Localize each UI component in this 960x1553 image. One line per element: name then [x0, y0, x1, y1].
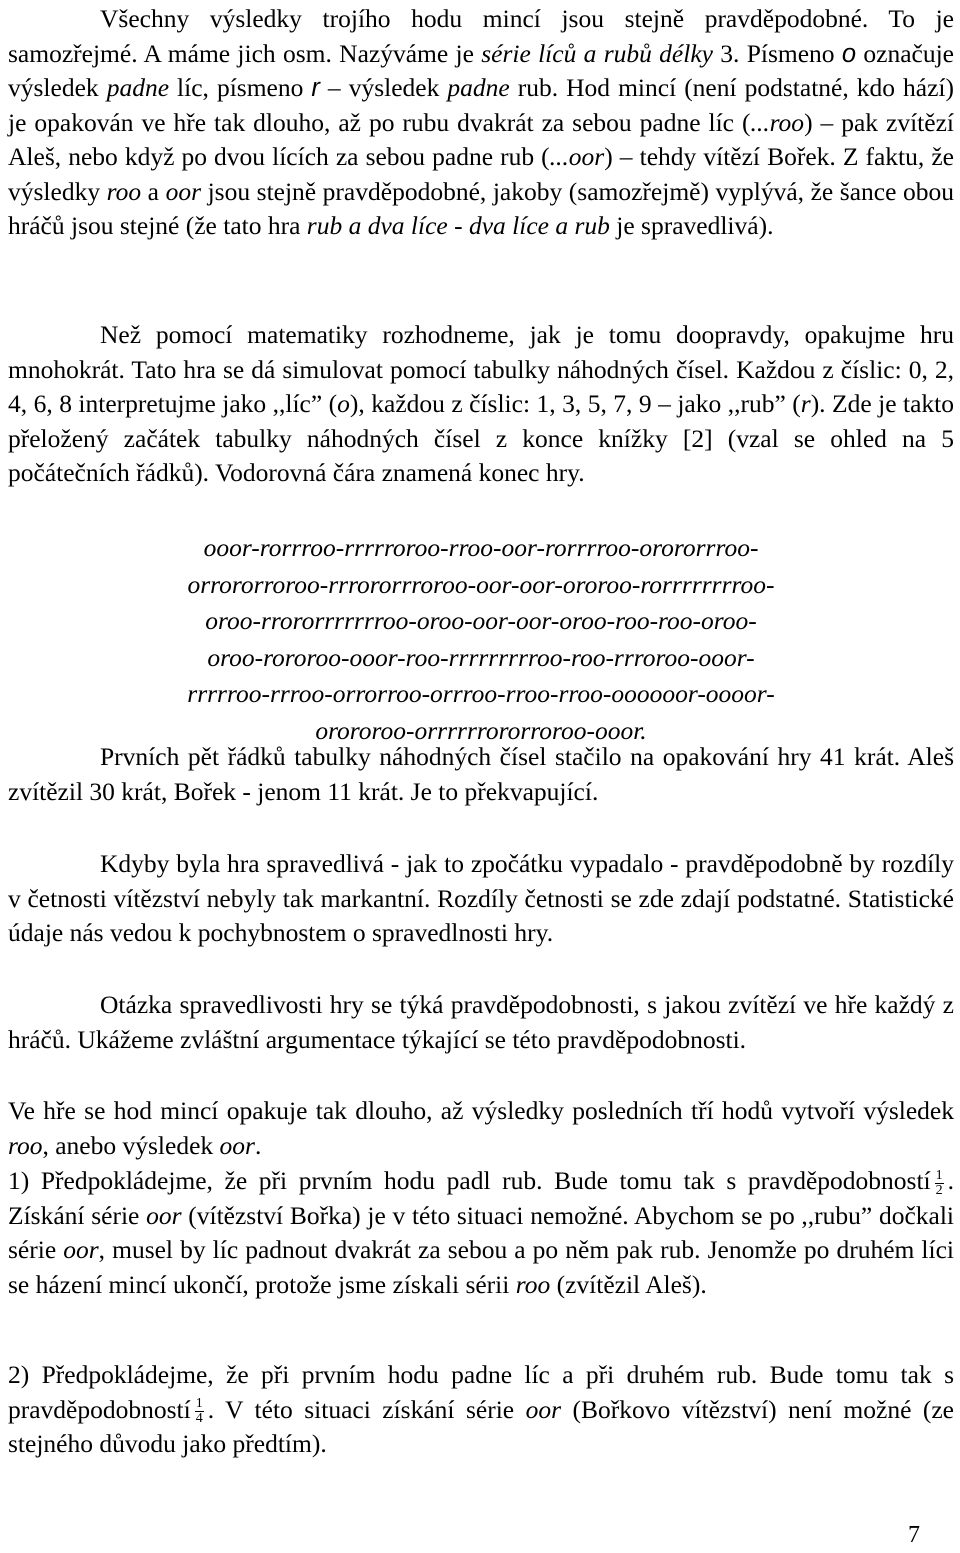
fraction-one-half	[935, 1169, 944, 1198]
text: Ve hře se hod mincí opakuje tak dlouho, až výsledky posledních tří hodů vytvoří výsledek	[8, 1096, 954, 1125]
text: ) – pak zvítězí Aleš, nebo když po dvou lících za sebou padne rub (	[8, 107, 954, 171]
italic-term: oor	[146, 1200, 182, 1230]
paragraph-case-2	[8, 1358, 954, 1462]
paragraph-coin-series	[8, 2, 954, 244]
text: Než pomocí matematiky rozhodneme, jak je tomu doopravdy, opakujme hru mnohokrát. Tato hra se dá simulovat pomocí tabulky náhodných čísel. Každou z číslic: 0, 2, 4, 6, 8 interpretujme jako ,,líc” (	[8, 320, 954, 418]
fraction-denominator: 4	[195, 1411, 203, 1427]
sequence-line: oroo-rororoo-ooor-roo-rrrrrrrrroo-roo-rrroroo-ooor-	[207, 642, 755, 672]
sequence-line: ooor-rorrroo-rrrrroroo-rroo-oor-rorrrroo-orororrroo-	[203, 533, 759, 562]
italic-term: oor	[525, 1394, 562, 1424]
text: .	[254, 1130, 262, 1160]
paragraph-fairness: Kdyby byla hra spravedlivá - jak to zpočátku vypadalo - pravděpodobně by rozdíly v četnosti vítězství nebyly tak markantní. Rozdíly četnosti se zde zdají podstatné. Statistické údaje nás vedou k pochybnostem o spravedlnosti hry.	[8, 849, 954, 947]
coin-sequence-block	[8, 530, 954, 749]
italic-term: rub a dva líce - dva líce a rub	[306, 211, 610, 240]
text: ), každou z číslic: 1, 3, 5, 7, 9 – jako ,,rub” (	[349, 389, 801, 418]
fraction-one-quarter	[195, 1397, 204, 1426]
paragraph-game-rule	[8, 1094, 954, 1163]
italic-term: r	[311, 74, 320, 102]
text: je spravedlivá).	[609, 211, 774, 240]
paragraph-probability-question: Otázka spravedlivosti hry se týká pravděpodobnosti, s jakou zvítězí ve hře každý z hráčů. Ukážeme zvláštní argumentace týkající se této pravděpodobnosti.	[8, 990, 954, 1054]
text: – výsledek	[319, 73, 448, 102]
text: 2) Předpokládejme, že při prvním hodu padne líc a při druhém rub. Bude tomu tak s pravděpodobností	[8, 1360, 954, 1424]
italic-term: oor	[63, 1235, 99, 1264]
italic-term: oor	[219, 1130, 255, 1160]
text: rub. Hod mincí (není podstatné, kdo hází) je opakován ve hře tak dlouho, až po rubu dvakrát za sebou padne líc (	[8, 73, 954, 137]
italic-term: o	[337, 389, 350, 418]
text: líc, písmeno	[169, 73, 312, 102]
italic-term: roo	[8, 1130, 43, 1160]
italic-term: ...roo	[750, 107, 805, 137]
text: 1) Předpokládejme, že při prvním hodu padl rub. Bude tomu tak s pravděpodobností	[8, 1166, 931, 1195]
sequence-line: oroo-rrororrrrrrroo-oroo-oor-oor-oroo-roo-roo-oroo-	[205, 606, 757, 635]
paragraph-simulation	[8, 318, 954, 491]
paragraph-case-1	[8, 1164, 954, 1302]
text: ). Zde je takto přeložený začátek tabulky náhodných čísel z konce knížky [2] (vzal se ohled na 5 počátečních řádků). Vodorovná čára znamená konec hry.	[8, 389, 955, 487]
text: . V této situaci získání série	[207, 1394, 526, 1424]
text: (Bořkovo vítězství) není možné (ze stejného důvodu jako předtím).	[8, 1394, 954, 1458]
text: (vítězství Bořka) je v této situaci nemožné. Abychom se po ,,rubu” dočkali série	[8, 1200, 955, 1264]
text: ) – tehdy vítězí Bořek. Z faktu, že výsledky	[8, 142, 954, 206]
italic-term: série líců a rubů délky	[481, 38, 713, 68]
page-number: 7	[908, 1522, 920, 1548]
fraction-numerator: 1	[195, 1396, 203, 1412]
text: Všechny výsledky trojího hodu mincí jsou stejně pravděpodobné. To je samozřejmé. A máme jich osm. Nazýváme je	[8, 4, 954, 68]
text: označuje výsledek	[8, 38, 954, 102]
fraction-denominator: 2	[935, 1182, 943, 1198]
text: , anebo výsledek	[42, 1130, 220, 1160]
italic-term: ...oor	[549, 142, 605, 171]
italic-term: r	[800, 389, 811, 418]
paragraph-results: Prvních pět řádků tabulky náhodných čísel stačilo na opakování hry 41 krát. Aleš zvítězil 30 krát, Bořek - jenom 11 krát. Je to překvapující.	[8, 742, 954, 806]
text: (zvítězil Aleš).	[550, 1269, 707, 1299]
italic-term: o	[841, 39, 857, 68]
sequence-line: rrrrroo-rrroo-orrorroo-orrroo-rroo-rroo-oooooor-oooor-	[187, 679, 775, 708]
italic-term: padne	[106, 73, 170, 102]
text: jsou stejně pravděpodobné, jakoby (samozřejmě) vyplývá, že šance obou hráčů jsou stejné (že tato hra	[8, 176, 954, 240]
sequence-line: orrororroroo-rrrororrroroo-oor-oor-ororoo-rorrrrrrrroo-	[187, 569, 775, 599]
italic-term: oor	[165, 176, 202, 206]
text: 3. Písmeno	[712, 38, 842, 68]
text: . Získání série	[8, 1166, 954, 1230]
italic-term: padne	[447, 73, 510, 102]
sequence-line: orororoo-orrrrrrororroroo-ooor.	[315, 715, 647, 745]
text: a	[141, 176, 166, 206]
italic-term: roo	[515, 1269, 551, 1299]
italic-term: roo	[106, 176, 142, 206]
fraction-numerator: 1	[935, 1167, 943, 1183]
text: , musel by líc padnout dvakrát za sebou a po něm pak rub. Jenomže po druhém líci se házení mincí ukončí, protože jsme získali sérii	[8, 1235, 954, 1299]
